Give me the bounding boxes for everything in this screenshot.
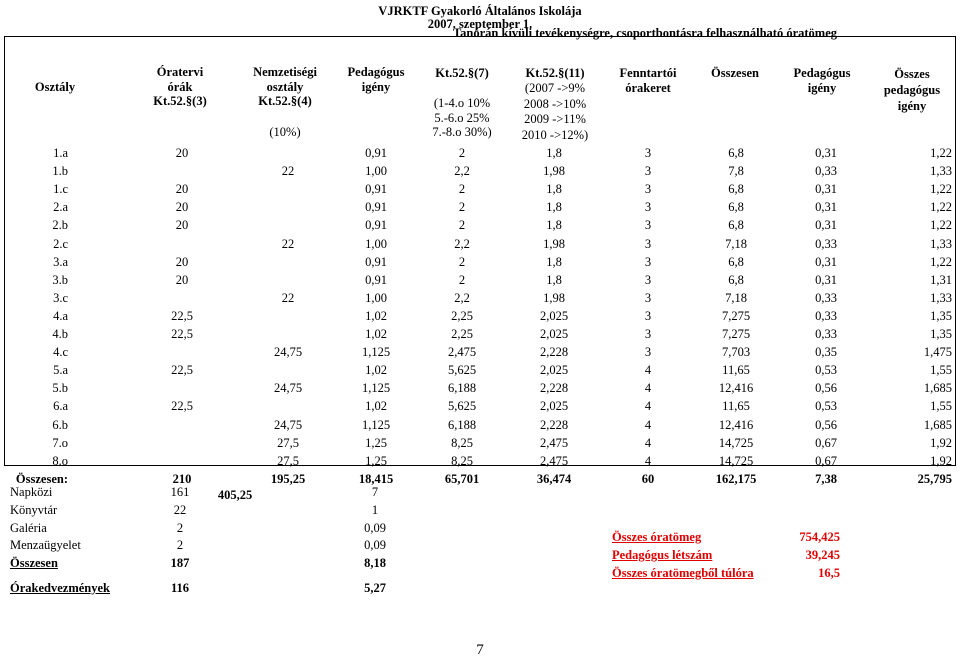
cell-kt7: 5,625 [447, 363, 477, 378]
extra-teachers: 7 [371, 485, 379, 499]
total-nem: 195,25 [270, 471, 306, 486]
cell-pi: 0,53 [815, 399, 837, 414]
cell-opi: 1,33 [930, 236, 952, 251]
cell-opi: 1,92 [930, 435, 952, 450]
cell-ped: 0,91 [365, 218, 387, 233]
cell-opi: 1,22 [930, 182, 952, 197]
cell-kt11: 1,8 [546, 272, 562, 287]
cell-opi: 1,22 [930, 254, 952, 269]
cell-kt11: 1,8 [546, 200, 562, 215]
header-pedagogus-igeny: Pedagógus igény [347, 65, 405, 94]
cell-o: 3.c [53, 290, 68, 305]
cell-opi: 1,475 [923, 345, 952, 360]
cell-ped: 0,91 [365, 272, 387, 287]
header-pedagogus-igeny-2: Pedagógus igény [793, 66, 851, 95]
cell-pi: 0,56 [815, 381, 837, 396]
total-opi: 25,795 [917, 471, 952, 486]
cell-kt11: 1,98 [543, 164, 565, 179]
total-pi: 7,38 [815, 471, 837, 486]
cell-kt7: 2 [458, 146, 466, 160]
summary-value: 16,5 [818, 565, 840, 580]
cell-ped: 1,02 [365, 399, 387, 414]
cell-kt7: 2,25 [451, 327, 473, 341]
cell-pi: 0,33 [815, 308, 837, 323]
summary-value: 39,245 [805, 547, 840, 562]
cell-nem: 22 [281, 290, 295, 305]
cell-ora: 20 [175, 272, 189, 287]
header-kt11-details: (2007 ->9% 2008 ->10% 2009 ->11% 2010 ->12%) [521, 81, 589, 142]
cell-pi: 0,31 [815, 146, 837, 160]
cell-fenn: 4 [644, 417, 652, 432]
cell-pi: 0,67 [815, 453, 837, 468]
cell-ped: 1,125 [361, 345, 391, 360]
header-fenntartoi: Fenntartói órakeret [619, 66, 677, 95]
cell-fenn: 4 [644, 363, 652, 378]
cell-pi: 0,53 [815, 363, 837, 378]
cell-pi: 0,31 [815, 200, 837, 215]
doc-title-line2: 2007. szeptember 1. [427, 17, 533, 31]
cell-kt7: 2,475 [447, 345, 477, 360]
cell-kt11: 2,228 [539, 417, 569, 432]
total-kt11: 36,474 [536, 471, 572, 486]
cell-kt11: 2,228 [539, 345, 569, 360]
header-kt11-title: Kt.52.§(11) [525, 66, 585, 80]
cell-ossz: 6,8 [728, 182, 744, 197]
cell-kt11: 1,8 [546, 218, 562, 233]
header-osszes-pedagogus: Összes pedagógus igény [883, 67, 941, 113]
total-kt7: 65,701 [444, 471, 480, 486]
doc-title-line1: VJRKTF Gyakorló Általános Iskolája [378, 4, 582, 18]
cell-ped: 1,02 [365, 308, 387, 323]
cell-ossz: 12,416 [718, 417, 754, 432]
cell-opi: 1,22 [930, 218, 952, 233]
cell-fenn: 3 [644, 308, 652, 323]
header-nemzetisegi-pct: (10%) [269, 125, 301, 139]
cell-ossz: 7,275 [721, 327, 751, 341]
cell-kt7: 2 [458, 254, 466, 269]
cell-kt11: 1,8 [546, 146, 562, 160]
summary-label: Összes óratömeg [612, 530, 702, 544]
cell-ped: 1,02 [365, 327, 387, 341]
cell-fenn: 4 [644, 399, 652, 414]
cell-kt7: 2,25 [451, 308, 473, 323]
cell-pi: 0,33 [815, 164, 837, 179]
cell-o: 1.c [53, 182, 68, 197]
cell-ossz: 11,65 [722, 399, 750, 414]
cell-fenn: 3 [644, 327, 652, 341]
cell-kt7: 2 [458, 272, 466, 287]
cell-ora: 20 [175, 200, 189, 215]
cell-ossz: 6,8 [728, 218, 744, 233]
header-osztaly: Osztály [34, 80, 76, 94]
total-ped: 18,415 [358, 471, 394, 486]
cell-ora: 22,5 [171, 363, 193, 378]
cell-fenn: 3 [644, 200, 652, 215]
cell-kt7: 8,25 [451, 435, 473, 450]
cell-o: 3.a [53, 254, 68, 269]
cell-kt7: 6,188 [447, 381, 477, 396]
cell-pi: 0,31 [815, 218, 837, 233]
total-fenn: 60 [641, 471, 655, 486]
extra-hours: 161 [170, 485, 190, 499]
extra-label: Galéria [10, 520, 47, 535]
cell-opi: 1,33 [930, 290, 952, 305]
cell-o: 2.c [53, 236, 68, 251]
cell-opi: 1,92 [930, 453, 952, 468]
extra-label: Napközi [10, 485, 53, 499]
cell-ped: 1,25 [365, 435, 387, 450]
cell-o: 4.a [53, 308, 68, 323]
cell-fenn: 4 [644, 435, 652, 450]
cell-o: 6.b [52, 417, 68, 432]
cell-ossz: 7,18 [725, 290, 747, 305]
cell-kt7: 2 [458, 182, 466, 197]
cell-opi: 1,55 [930, 363, 952, 378]
cell-ossz: 7,275 [721, 308, 751, 323]
cell-pi: 0,31 [815, 272, 837, 287]
orakedvezmenyek-label: Órakedvezmények [10, 581, 110, 595]
cell-kt11: 1,8 [546, 182, 562, 197]
cell-o: 4.b [52, 327, 68, 341]
cell-kt11: 1,98 [543, 290, 565, 305]
cell-o: 4.c [53, 345, 68, 360]
cell-ped: 0,91 [365, 200, 387, 215]
cell-nem: 22 [281, 236, 295, 251]
cell-ossz: 7,8 [728, 164, 744, 179]
group-header: Tanórán kívüli tevékenységre, csoportbontásra felhasználható óratömeg [452, 26, 838, 40]
cell-kt7: 2 [458, 200, 466, 215]
cell-kt11: 2,475 [539, 435, 569, 450]
cell-nem: 27,5 [277, 453, 299, 468]
cell-fenn: 3 [644, 272, 652, 287]
cell-ora: 22,5 [171, 399, 193, 414]
cell-ossz: 6,8 [728, 146, 744, 160]
cell-fenn: 3 [644, 146, 652, 160]
cell-ora: 22,5 [171, 327, 193, 341]
orakedvezmenyek-a: 116 [170, 581, 190, 595]
cell-pi: 0,31 [815, 182, 837, 197]
cell-kt7: 6,188 [447, 417, 477, 432]
cell-ossz: 6,8 [728, 272, 744, 287]
cell-ossz: 7,18 [725, 236, 747, 251]
cell-pi: 0,67 [815, 435, 837, 450]
cell-o: 2.b [52, 218, 68, 233]
cell-ossz: 14,725 [718, 435, 754, 450]
cell-opi: 1,33 [930, 164, 952, 179]
extra-label: Összesen [10, 556, 58, 571]
cell-ossz: 6,8 [728, 200, 744, 215]
cell-ped: 1,00 [365, 290, 387, 305]
cell-fenn: 4 [644, 381, 652, 396]
header-kt7-title: Kt.52.§(7) [435, 66, 489, 80]
summary-value: 754,425 [799, 530, 840, 544]
cell-kt11: 1,98 [543, 236, 565, 251]
extra-teachers: 0,09 [364, 520, 386, 535]
cell-ossz: 6,8 [728, 254, 744, 269]
cell-kt11: 2,475 [539, 453, 569, 468]
cell-opi: 1,685 [923, 417, 952, 432]
cell-ossz: 14,725 [718, 453, 754, 468]
total-combined: 405,25 [217, 487, 253, 502]
cell-ped: 1,00 [365, 236, 387, 251]
extra-teachers: 1 [371, 502, 379, 517]
cell-pi: 0,56 [815, 417, 837, 432]
cell-opi: 1,35 [930, 327, 952, 341]
total-o: Összesen: [15, 471, 68, 486]
cell-ped: 0,91 [365, 182, 387, 197]
cell-ora: 20 [175, 146, 189, 160]
cell-kt7: 2,2 [454, 164, 470, 179]
cell-ora: 20 [175, 254, 189, 269]
extra-hours: 2 [176, 538, 184, 553]
cell-ossz: 12,416 [718, 381, 754, 396]
cell-opi: 1,35 [930, 308, 952, 323]
cell-nem: 22 [281, 164, 295, 179]
cell-kt11: 2,025 [539, 399, 569, 414]
cell-kt7: 5,625 [447, 399, 477, 414]
header-osszesen: Összesen [711, 66, 759, 80]
extra-hours: 2 [176, 520, 184, 535]
cell-pi: 0,33 [815, 290, 837, 305]
summary-label: Összes óratömegből túlóra [612, 565, 754, 580]
cell-opi: 1,31 [930, 272, 952, 287]
header-nemzetisegi: Nemzetiségi osztály Kt.52.§(4) [253, 65, 317, 108]
cell-kt7: 2,2 [454, 290, 470, 305]
cell-kt7: 8,25 [451, 453, 473, 468]
cell-nem: 24,75 [273, 345, 303, 360]
cell-ped: 0,91 [365, 254, 387, 269]
cell-fenn: 3 [644, 345, 652, 360]
orakedvezmenyek-b: 5,27 [364, 581, 386, 595]
summary-label: Pedagógus létszám [612, 547, 713, 562]
page-number: 7 [476, 642, 484, 658]
cell-o: 5.b [52, 381, 68, 396]
cell-kt11: 1,8 [546, 254, 562, 269]
cell-kt11: 2,228 [539, 381, 569, 396]
cell-o: 1.b [52, 164, 68, 179]
cell-pi: 0,31 [815, 254, 837, 269]
cell-ora: 20 [175, 218, 189, 233]
cell-o: 6.a [53, 399, 68, 414]
cell-nem: 27,5 [277, 435, 299, 450]
cell-pi: 0,33 [815, 236, 837, 251]
cell-ped: 0,91 [365, 146, 387, 160]
cell-o: 7.o [52, 435, 68, 450]
extra-hours: 187 [170, 556, 190, 571]
cell-fenn: 3 [644, 254, 652, 269]
cell-ped: 1,00 [365, 164, 387, 179]
cell-ped: 1,02 [365, 363, 387, 378]
header-oratervi: Óratervi órák Kt.52.§(3) [153, 65, 207, 108]
cell-kt7: 2 [458, 218, 466, 233]
cell-ossz: 11,65 [722, 363, 750, 378]
cell-kt7: 2,2 [454, 236, 470, 251]
total-ossz: 162,175 [715, 471, 757, 486]
cell-opi: 1,55 [930, 399, 952, 414]
cell-o: 8.o [52, 453, 68, 468]
extra-label: Menzaügyelet [10, 538, 81, 553]
cell-ora: 20 [175, 182, 189, 197]
cell-fenn: 3 [644, 164, 652, 179]
cell-kt11: 2,025 [539, 327, 569, 341]
cell-kt11: 2,025 [539, 308, 569, 323]
cell-nem: 24,75 [273, 381, 303, 396]
cell-opi: 1,22 [930, 146, 952, 160]
cell-pi: 0,33 [815, 327, 837, 341]
cell-opi: 1,22 [930, 200, 952, 215]
cell-fenn: 3 [644, 236, 652, 251]
extra-label: Könyvtár [10, 502, 58, 517]
extra-hours: 22 [173, 502, 187, 517]
extra-teachers: 8,18 [364, 556, 386, 571]
cell-ped: 1,125 [361, 417, 391, 432]
cell-fenn: 3 [644, 290, 652, 305]
cell-ossz: 7,703 [721, 345, 751, 360]
total-ora: 210 [172, 471, 192, 486]
cell-o: 1.a [53, 146, 68, 160]
extra-teachers: 0,09 [364, 538, 386, 553]
cell-o: 3.b [52, 272, 68, 287]
cell-o: 2.a [53, 200, 68, 215]
cell-fenn: 3 [644, 182, 652, 197]
cell-ora: 22,5 [171, 308, 193, 323]
cell-nem: 24,75 [273, 417, 303, 432]
header-kt7-details: (1-4.o 10% 5.-6.o 25% 7.-8.o 30%) [432, 96, 492, 139]
cell-fenn: 4 [644, 453, 652, 468]
cell-kt11: 2,025 [539, 363, 569, 378]
cell-pi: 0,35 [815, 345, 837, 360]
cell-fenn: 3 [644, 218, 652, 233]
cell-ped: 1,125 [361, 381, 391, 396]
cell-o: 5.a [53, 363, 68, 378]
cell-ped: 1,25 [365, 453, 387, 468]
cell-opi: 1,685 [923, 381, 952, 396]
